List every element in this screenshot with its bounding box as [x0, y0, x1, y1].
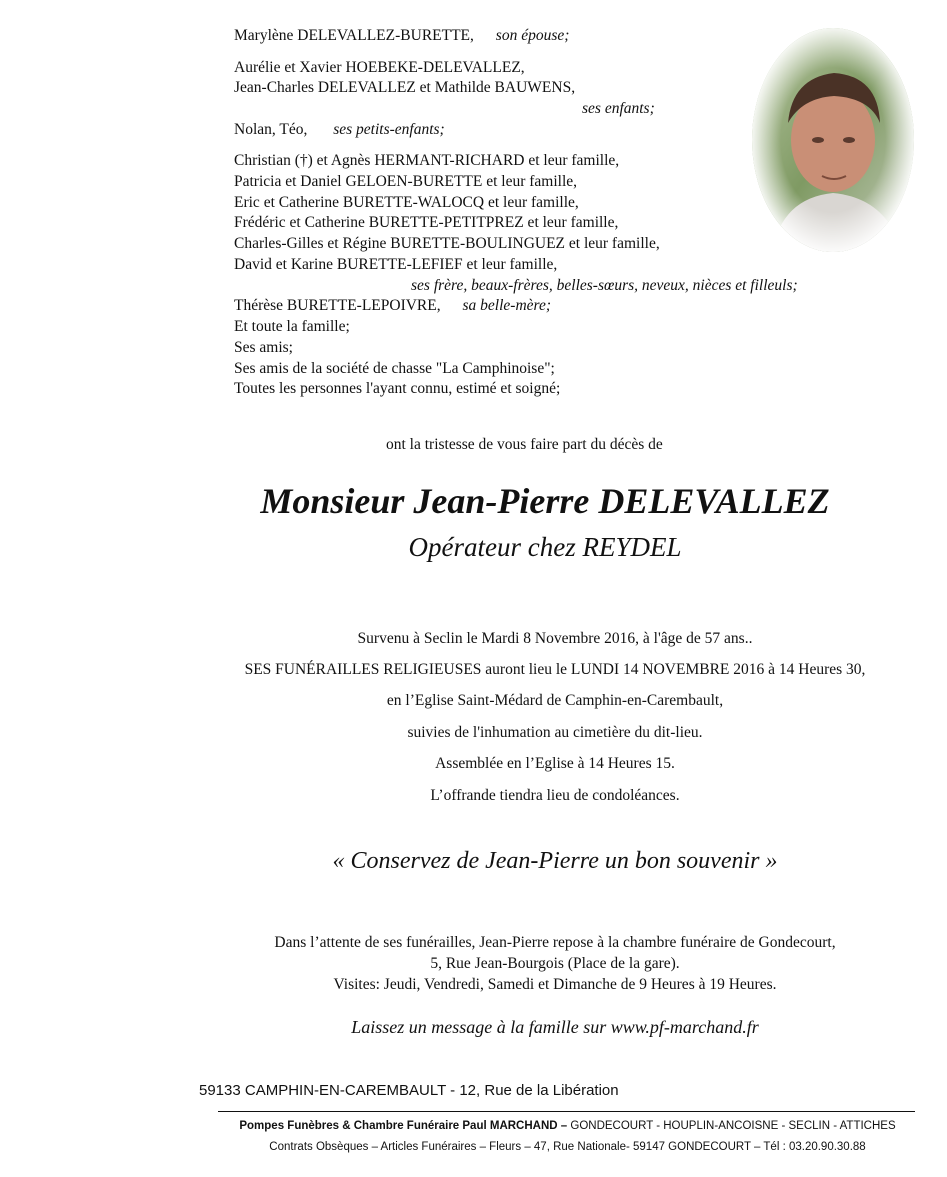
family-line-hunting-club: Ses amis de la société de chasse "La Camphinoise"; [234, 360, 555, 377]
visitation-line-3: Visites: Jeudi, Vendredi, Samedi et Dimanche de 9 Heures à 19 Heures. [333, 976, 777, 993]
family-line-sibling-1: Christian (†) et Agnès HERMANT-RICHARD et leur famille, [234, 152, 620, 169]
family-line-child-2: Jean-Charles DELEVALLEZ et Mathilde BAUWENS, [234, 79, 576, 96]
portrait-photo [752, 28, 914, 252]
footer-services: Contrats Obsèques – Articles Funéraires – Fleurs – 47, Rue Nationale- 59147 GONDECOURT – Tél : 03.20.90.30.88 [269, 1141, 866, 1153]
family-line-spouse [234, 26, 569, 47]
website-message: Laissez un message à la famille sur www.pf-marchand.fr [351, 1017, 759, 1037]
detail-offering: L’offrande tiendra lieu de condoléances. [430, 787, 680, 804]
family-relation-children: ses enfants; [582, 100, 655, 117]
family-relation: ses petits-enfants; [333, 121, 445, 138]
family-line-sibling-5: Charles-Gilles et Régine BURETTE-BOULINGUEZ et leur famille, [234, 235, 660, 252]
footer-company-locations: GONDECOURT - HOUPLIN-ANCOISNE - SECLIN - ATTICHES [567, 1120, 896, 1132]
memorial-quote: « Conservez de Jean-Pierre un bon souvenir » [332, 848, 778, 874]
detail-funeral: SES FUNÉRAILLES RELIGIEUSES auront lieu le LUNDI 14 NOVEMBRE 2016 à 14 Heures 30, [244, 661, 866, 678]
detail-burial: suivies de l'inhumation au cimetière du dit-lieu. [407, 724, 703, 741]
footer-company-name: Pompes Funèbres & Chambre Funéraire Paul MARCHAND – [239, 1120, 568, 1132]
footer-company [0, 1120, 947, 1132]
detail-death: Survenu à Seclin le Mardi 8 Novembre 2016, à l'âge de 57 ans.. [357, 630, 753, 647]
family-line-sibling-3: Eric et Catherine BURETTE-WALOCQ et leur famille, [234, 194, 579, 211]
family-line-family: Et toute la famille; [234, 318, 350, 335]
detail-assembly: Assemblée en l’Eglise à 14 Heures 15. [435, 755, 675, 772]
footer-divider [218, 1111, 915, 1112]
family-line-child-1: Aurélie et Xavier HOEBEKE-DELEVALLEZ, [234, 59, 525, 76]
family-name: Nolan, Téo, [234, 121, 308, 138]
family-name: Marylène DELEVALLEZ-BURETTE, [234, 27, 474, 44]
visitation-line-2: 5, Rue Jean-Bourgois (Place de la gare). [430, 955, 680, 972]
family-relation: sa belle-mère; [462, 297, 552, 314]
family-relation: son épouse; [495, 27, 570, 44]
family-line-mother-in-law [234, 296, 551, 317]
family-relation-siblings: ses frère, beaux-frères, belles-sœurs, neveux, nièces et filleuls; [411, 277, 798, 294]
portrait-illustration [752, 28, 914, 252]
detail-church: en l’Eglise Saint-Médard de Camphin-en-Carembault, [386, 692, 724, 709]
deceased-name: Monsieur Jean-Pierre DELEVALLEZ [260, 481, 830, 521]
family-line-friends: Ses amis; [234, 339, 293, 356]
family-line-grandchildren [234, 120, 445, 141]
family-line-all-people: Toutes les personnes l'ayant connu, estimé et soigné; [234, 380, 561, 397]
footer-address: 59133 CAMPHIN-EN-CAREMBAULT - 12, Rue de la Libération [199, 1082, 619, 1099]
family-name: Thérèse BURETTE-LEPOIVRE, [234, 297, 441, 314]
family-line-sibling-6: David et Karine BURETTE-LEFIEF et leur famille, [234, 256, 558, 273]
family-line-sibling-2: Patricia et Daniel GELOEN-BURETTE et leur famille, [234, 173, 578, 190]
visitation-line-1: Dans l’attente de ses funérailles, Jean-Pierre repose à la chambre funéraire de Gondecourt, [274, 934, 836, 951]
announcement-text: ont la tristesse de vous faire part du décès de [386, 436, 663, 453]
family-line-sibling-4: Frédéric et Catherine BURETTE-PETITPREZ et leur famille, [234, 214, 619, 231]
deceased-occupation: Opérateur chez REYDEL [408, 532, 682, 562]
